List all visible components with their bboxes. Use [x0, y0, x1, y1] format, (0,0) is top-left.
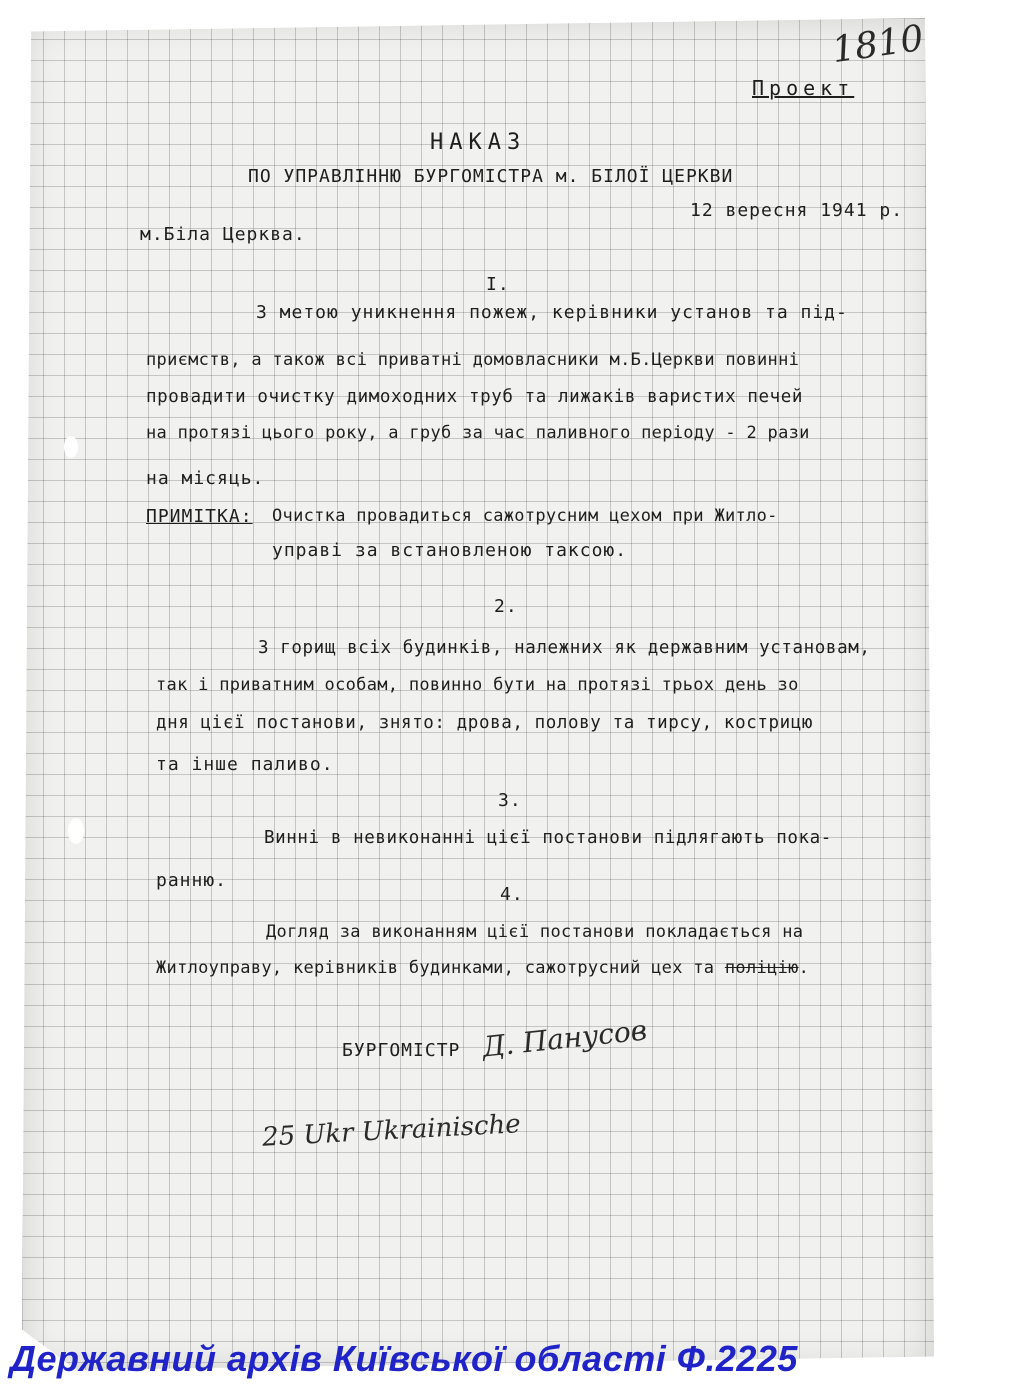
section-line	[156, 958, 809, 978]
section-line: приємств, а також всі приватні домовласники м.Б.Церкви повинні	[146, 350, 800, 370]
page-subtitle: ПО УПРАВЛІННЮ БУРГОМІСТРА м. БІЛОЇ ЦЕРКВИ	[248, 166, 734, 187]
note-line: управі за встановленою таксою.	[272, 540, 628, 561]
handwritten-note: 25 Ukr Ukrainische	[261, 1109, 522, 1153]
section-line: на місяць.	[146, 468, 265, 489]
section-line: З метою уникнення пожеж, керівники установ та під-	[256, 302, 848, 323]
paper-damage-mark	[64, 436, 78, 458]
document-date: 12 вересня 1941 р.	[690, 200, 904, 221]
page-title: НАКАЗ	[430, 130, 527, 155]
archive-caption: Державний архів Київської області Ф.2225	[10, 1338, 798, 1379]
section-line: Догляд за виконанням цієї постанови покладається на	[266, 922, 804, 942]
draft-label: Проект	[752, 76, 855, 100]
section-line: ранню.	[156, 870, 228, 891]
section-line: так і приватним особам, повинно бути на протязі трьох день зо	[156, 675, 799, 695]
section-number: 3.	[498, 790, 522, 811]
section-line: та інше паливо.	[156, 754, 334, 775]
section-line: на протязі цього року, а груб за час паливного періоду - 2 рази	[146, 423, 810, 443]
document-place: м.Біла Церква.	[140, 224, 306, 245]
struck-word: поліцію	[724, 958, 799, 978]
archive-number: 1810	[829, 17, 927, 72]
note-line: Очистка провадиться сажотрусним цехом при Житло-	[272, 506, 778, 526]
end-period: .	[798, 958, 810, 978]
section-number: 4.	[500, 884, 524, 905]
paper-damage-mark	[68, 818, 84, 844]
section-line: З горищ всіх будинків, належних як державним установам,	[258, 638, 871, 658]
section-number: I.	[486, 274, 510, 295]
section-line: дня цієї постанови, знято: дрова, полову та тирсу, кострицю	[156, 713, 814, 733]
signature-label: БУРГОМІСТР	[342, 1040, 461, 1061]
section-line: провадити очистку димоходних труб та лижаків варистих печей	[146, 387, 804, 407]
handwritten-signature: Д. Панусов	[480, 1013, 649, 1064]
note-label: ПРИМІТКА:	[146, 506, 253, 527]
section-line-text: Житлоуправу, керівників будинками, сажотрусний цех та	[156, 958, 725, 978]
section-line: Винні в невиконанні цієї постанови підлягають пока-	[264, 828, 832, 848]
section-number: 2.	[494, 596, 518, 617]
